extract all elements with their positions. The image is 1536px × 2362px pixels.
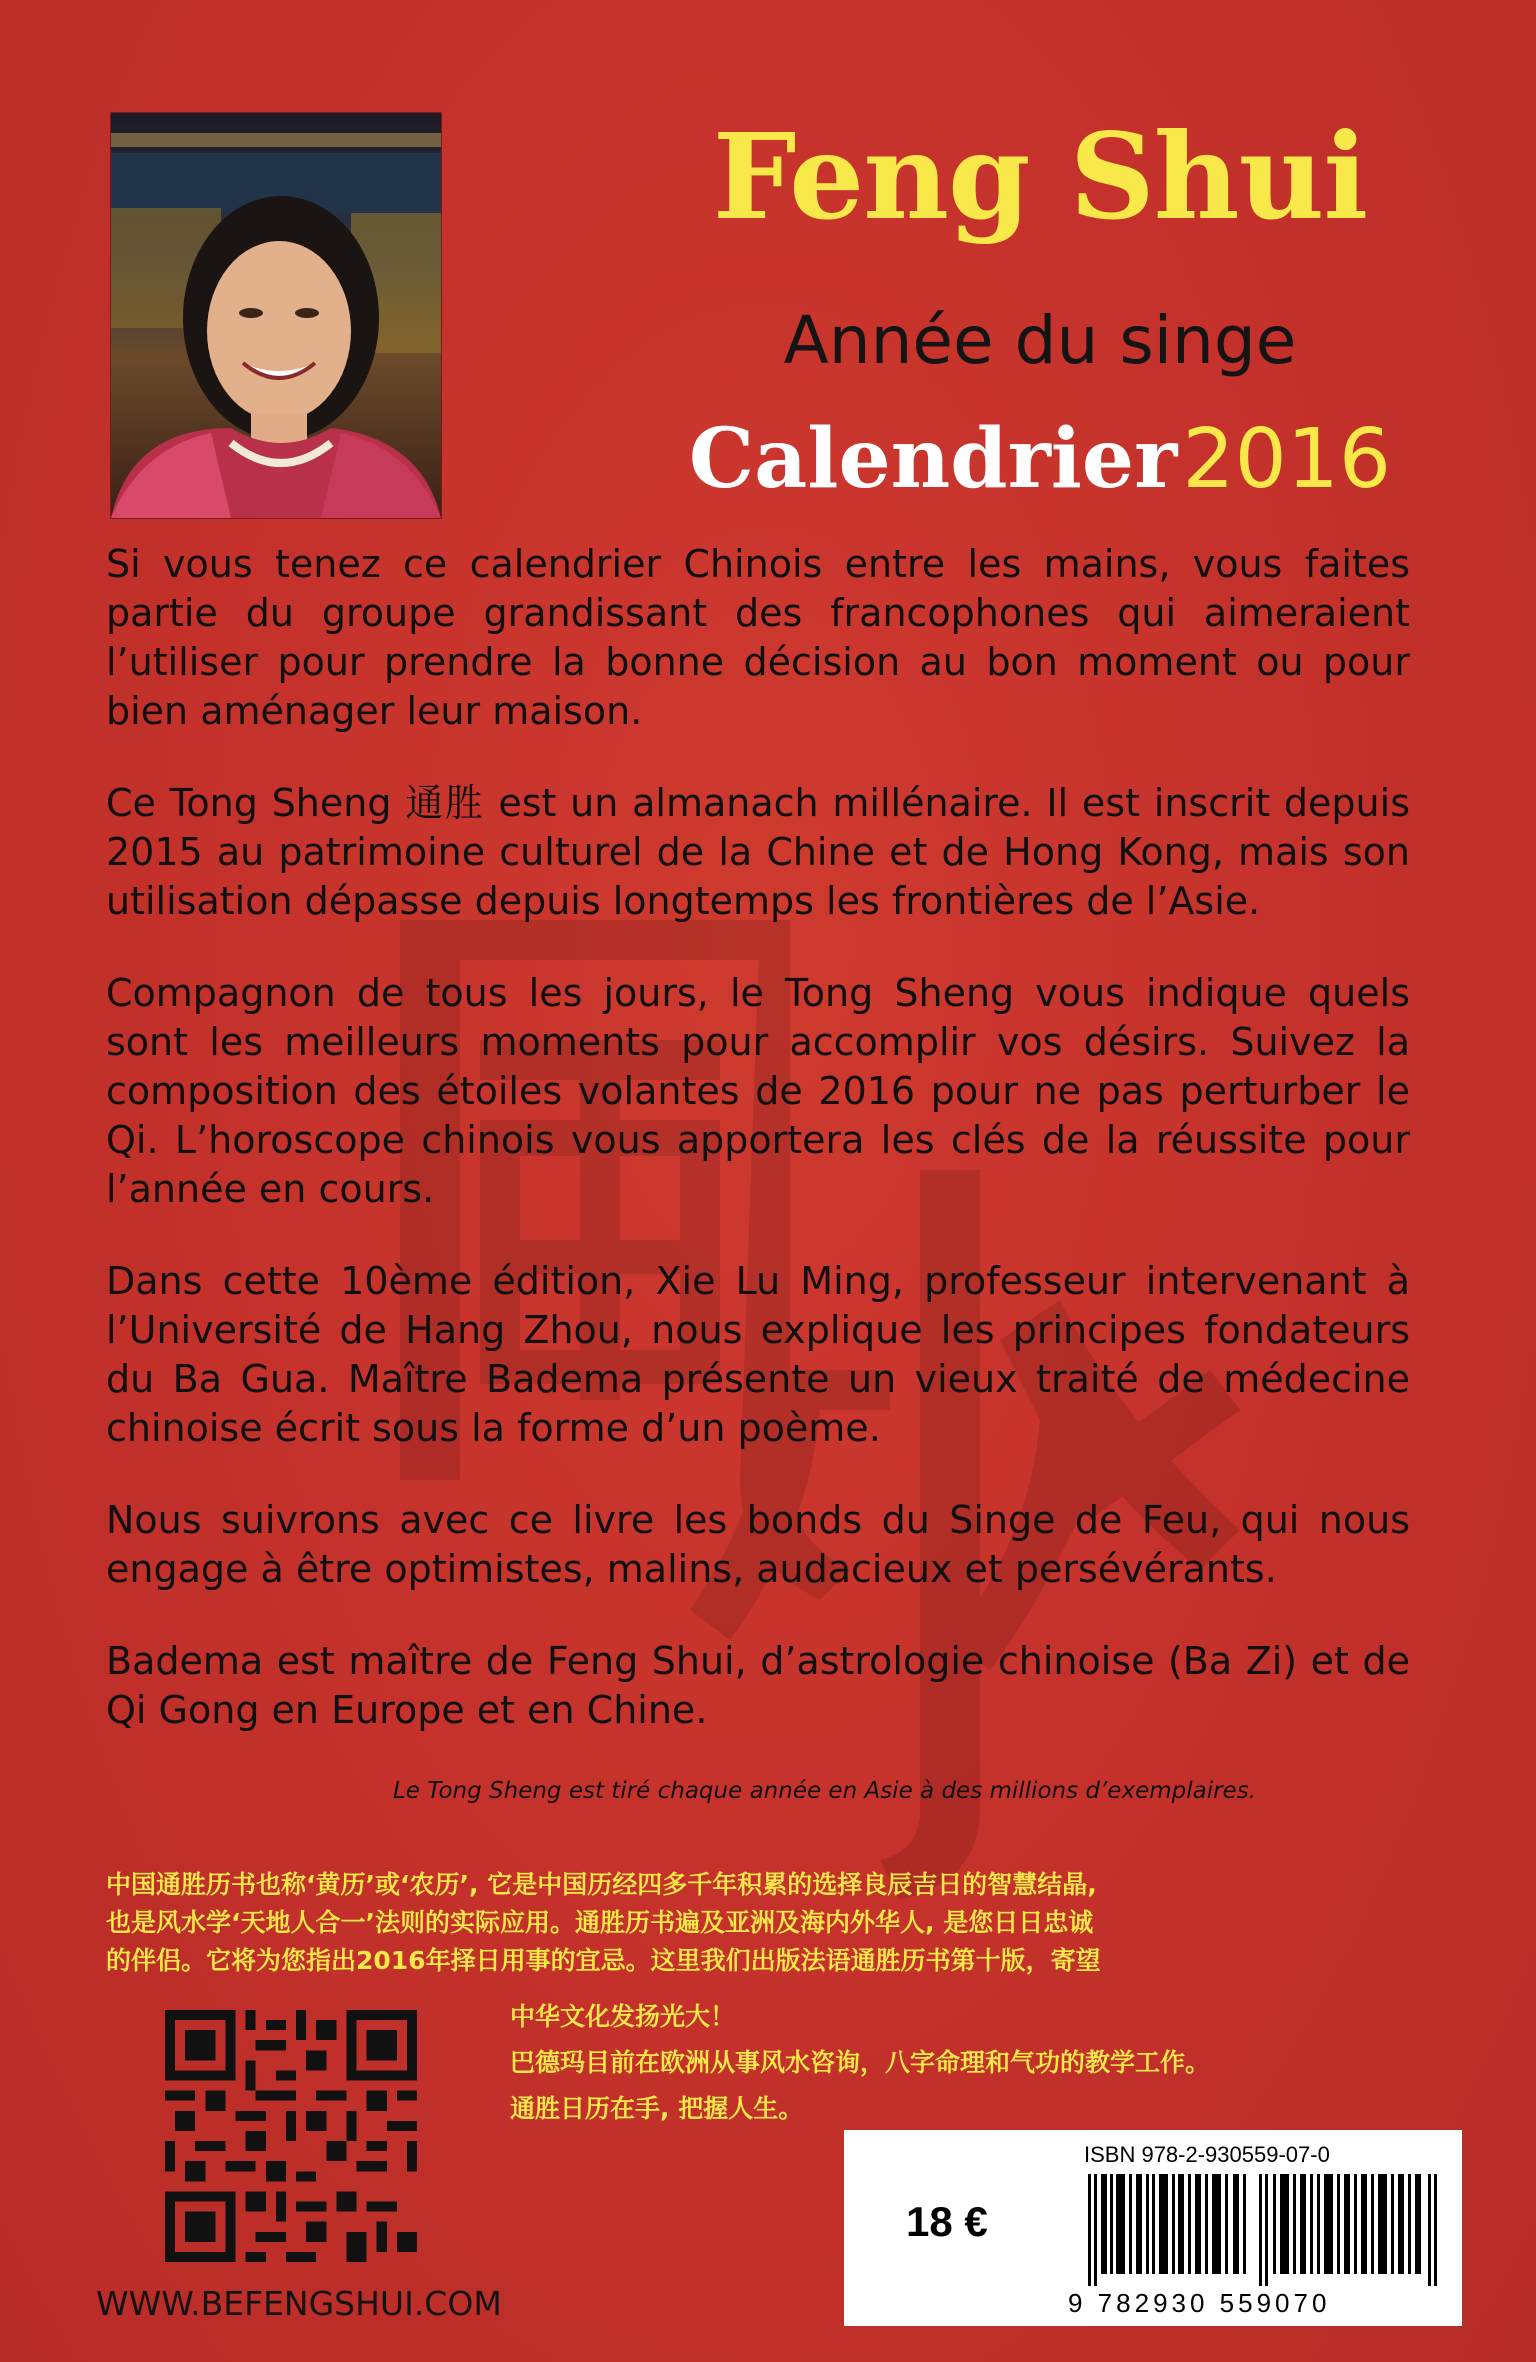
book-subtitle: Année du singe <box>783 302 1297 379</box>
isbn-barcode-panel <box>844 2130 1462 2326</box>
chinese-line: 的伴侣。它将为您指出2016年择日用事的宜忌。这里我们出版法语通胜历书第十版，寄望 <box>106 1946 1101 1975</box>
blurb-paragraph: Ce Tong Sheng 通胜 est un almanach millénaire. Il est inscrit depuis 2015 au patrimoine culturel de la Chine et de Hong Kong, mais son utilisation dépasse depuis longtemps les frontières de l’Asie. <box>106 781 1410 923</box>
website-link[interactable]: WWW.BEFENGSHUI.COM <box>96 2284 502 2323</box>
caption: Le Tong Sheng est tiré chaque année en Asie à des millions d’exemplaires. <box>392 1778 1256 1804</box>
blurb-text <box>106 540 1410 1778</box>
chinese-line: 中华文化发扬光大！ <box>510 2002 736 2031</box>
isbn-label: ISBN 978-2-930559-07-0 <box>1084 2142 1330 2167</box>
chinese-text-block <box>106 1866 1426 1980</box>
blurb-paragraph: Si vous tenez ce calendrier Chinois entre les mains, vous faites partie du groupe grandissant des francophones qui aimeraient l’utiliser pour prendre la bonne décision au bon moment ou pour bien aménager leur maison. <box>106 542 1410 733</box>
barcode-number: 9 782930 559070 <box>1068 2288 1331 2318</box>
blurb-paragraph: Nous suivrons avec ce livre les bonds du Singe de Feu, qui nous engage à être optimistes, malins, audacieux et persévérants. <box>106 1498 1410 1591</box>
chinese-line: 也是风水学‘天地人合一’法则的实际应用。通胜历书遍及亚洲及海内外华人, 是您日日忠诚 <box>106 1908 1094 1937</box>
qr-code-icon[interactable] <box>165 2010 417 2262</box>
calendar-year: 2016 <box>1182 412 1392 507</box>
chinese-line: 通胜日历在手, 把握人生。 <box>510 2094 804 2123</box>
blurb-paragraph: Dans cette 10ème édition, Xie Lu Ming, professeur intervenant à l’Université de Hang Zhou, nous explique les principes fondateurs du Ba Gua. Maître Badema présente un vieux traité de médecine chinoise écrit sous la forme d’un poème. <box>106 1259 1410 1450</box>
author-photo <box>110 112 442 519</box>
chinese-line: 中国通胜历书也称‘黄历’或‘农历’, 它是中国历经四多千年积累的选择良辰吉日的智慧结晶, <box>106 1870 1097 1899</box>
blurb-paragraph: Badema est maître de Feng Shui, d’astrologie chinoise (Ba Zi) et de Qi Gong en Europe et en Chine. <box>106 1639 1410 1732</box>
calendar-word: Calendrier <box>688 411 1178 507</box>
price-label: 18 € <box>906 2198 988 2245</box>
chinese-line: 巴德玛目前在欧洲从事风水咨询，八字命理和气功的教学工作。 <box>510 2048 1211 2077</box>
barcode-icon <box>1088 2174 1440 2286</box>
blurb-paragraph: Compagnon de tous les jours, le Tong Sheng vous indique quels sont les meilleurs moments pour accomplir vos désirs. Suivez la composition des étoiles volantes de 2016 pour ne pas perturber le Qi. L’horoscope chinois vous apportera les clés de la réussite pour l’année en cours. <box>106 971 1410 1211</box>
calendar-heading <box>640 411 1440 507</box>
chinese-text-right <box>510 1994 1210 2132</box>
book-title: Feng Shui <box>712 107 1368 246</box>
author-portrait-icon <box>111 113 441 518</box>
